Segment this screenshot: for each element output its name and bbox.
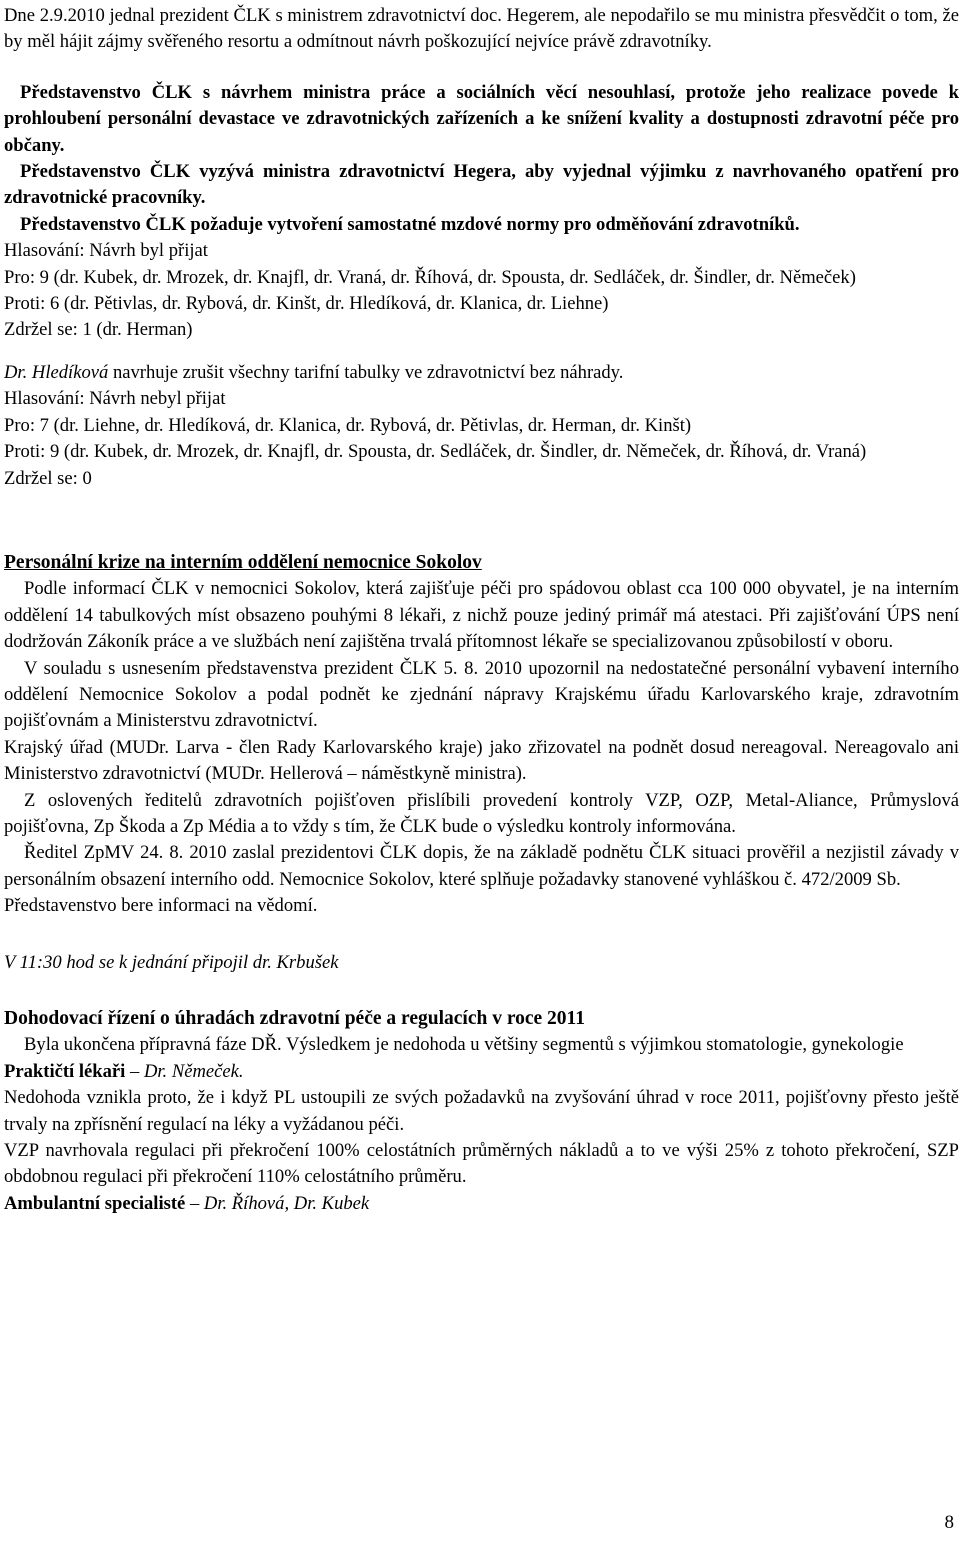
sokolov-paragraph-5: Ředitel ZpMV 24. 8. 2010 zaslal prezidentovi ČLK dopis, že na základě podnětu ČLK situaci prověřil a nezjistil závady v personálním obsazení interního odd. Nemocnice Sokolov, které splňuje požadavky stanovené vyhláškou č. 472/2009 Sb. [4,842,959,890]
dohodovaci-intro: Byla ukončena přípravná fáze DŘ. Výsledkem je nedohoda u většiny segmentů s výjimkou stomatologie, gynekologie [24,1034,904,1056]
resolution-2: Představenstvo ČLK vyzývá ministra zdravotnictví Hegera, aby vyjednal výjimku z navrhovaného opatření pro zdravotnické pracovníky. [4,161,959,209]
as-line [4,1191,959,1217]
vote-1-zdrzel: Zdržel se: 1 (dr. Herman) [4,319,193,341]
vote-2-result: Hlasování: Návrh nebyl přijat [4,388,226,410]
vote-1-proti: Proti: 6 (dr. Pětivlas, dr. Rybová, dr. Kinšt, dr. Hledíková, dr. Klanica, dr. Liehne) [4,293,609,315]
proposal-author: Dr. Hledíková [4,361,109,383]
vote-2-proti: Proti: 9 (dr. Kubek, dr. Mrozek, dr. Knajfl, dr. Spousta, dr. Sedláček, dr. Šindler, dr. Němeček, dr. Říhová, dr. Vraná) [4,441,867,463]
vote-1-result: Hlasování: Návrh byl přijat [4,240,208,262]
vote-2-zdrzel: Zdržel se: 0 [4,467,92,489]
as-names: Dr. Říhová, Dr. Kubek [203,1192,370,1214]
sokolov-paragraph-1: Podle informací ČLK v nemocnici Sokolov, která zajišťuje péči pro spádovou oblast cca 100 000 obyvatel, je na interním oddělení 14 tabulkových míst obsazeno pouhými 8 lékaři, z nichž pouze jediný primář má atestaci. Při zajišťování ÚPS není dodržován Zákoník práce a ve službách není zajištěna trvalá přítomnost lékaře se specializovanou způsobilostí v oboru. [4,578,959,653]
resolution-1: Představenstvo ČLK s návrhem ministra práce a sociálních věcí nesouhlasí, protože jeho realizace povede k prohloubení personální devastace ve zdravotnických zařízeních a ke snížení kvality a dostupnosti zdravotní péče pro občany. [4,81,959,156]
sokolov-paragraph-2: V souladu s usnesením představenstva prezident ČLK 5. 8. 2010 upozornil na nedostatečné personální vybavení interního oddělení Nemocnice Sokolov a podal podnět ke zjednání nápravy Krajskému úřadu Karlovarského kraje, zdravotním pojišťovnám a Ministerstvu zdravotnictví. [4,657,959,732]
page-number: 8 [944,1512,954,1533]
sokolov-paragraph-3: Krajský úřad (MUDr. Larva - člen Rady Karlovarského kraje) jako zřizovatel na podnět dosud nereagoval. Nereagovalo ani Ministerstvo zdravotnictví (MUDr. Hellerová – náměstkyně ministra). [4,736,959,785]
pl-text-1: Nedohoda vznikla proto, že i když PL ustoupili ze svých požadavků na zvyšování úhrad v roce 2011, pojišťovny přesto ještě trvaly na zpřísnění regulací na léky a vyžádanou péči. [4,1087,959,1135]
vote-1-pro: Pro: 9 (dr. Kubek, dr. Mrozek, dr. Knajfl, dr. Vraná, dr. Říhová, dr. Spousta, dr. Sedláček, dr. Šindler, dr. Němeček) [4,266,856,288]
pl-line [4,1059,959,1085]
sokolov-paragraph-4: Z oslovených ředitelů zdravotních pojišťoven přislíbili provedení kontroly VZP, OZP, Metal-Aliance, Průmyslová pojišťovna, Zp Škoda a Zp Média a to vždy s tím, že ČLK bude o výsledku kontroly informována. [4,789,959,837]
pl-names: Dr. Němeček. [143,1060,244,1082]
proposal-paragraph [4,360,959,386]
pl-text-2: VZP navrhovala regulaci při překročení 100% celostátních průměrných nákladů a to ve výši 25% z tohoto překročení, SZP obdobnou regulaci při překročení 110% celostátního průměru. [4,1140,959,1188]
section-heading-sokolov: Personální krize na interním oddělení nemocnice Sokolov [4,551,482,573]
proposal-text: navrhuje zrušit všechny tarifní tabulky ve zdravotnictví bez náhrady. [108,361,624,383]
vote-2-pro: Pro: 7 (dr. Liehne, dr. Hledíková, dr. Klanica, dr. Rybová, dr. Pětivlas, dr. Herman, dr. Kinšt) [4,414,692,436]
pl-label: Praktičtí lékaři [4,1060,126,1082]
as-label: Ambulantní specialisté [4,1192,186,1214]
section-heading-dohodovaci: Dohodovací řízení o úhradách zdravotní péče a regulacích v roce 2011 [4,1008,585,1029]
intro-paragraph: Dne 2.9.2010 jednal prezident ČLK s ministrem zdravotnictví doc. Hegerem, ale nepodařilo se mu ministra přesvědčit o tom, že by měl hájit zájmy svěřeného resortu a odmítnout návrh poškozující nejvíce právě zdravotníky. [4,5,959,53]
resolution-3: Představenstvo ČLK požaduje vytvoření samostatné mzdové normy pro odměňování zdravotníků. [20,213,800,235]
as-dash: – [185,1192,204,1214]
sokolov-closing: Představenstvo bere informaci na vědomí. [4,895,318,917]
pl-dash: – [125,1060,144,1082]
arrival-note: V 11:30 hod se k jednání připojil dr. Krbušek [4,951,339,973]
document-page [4,3,959,1217]
